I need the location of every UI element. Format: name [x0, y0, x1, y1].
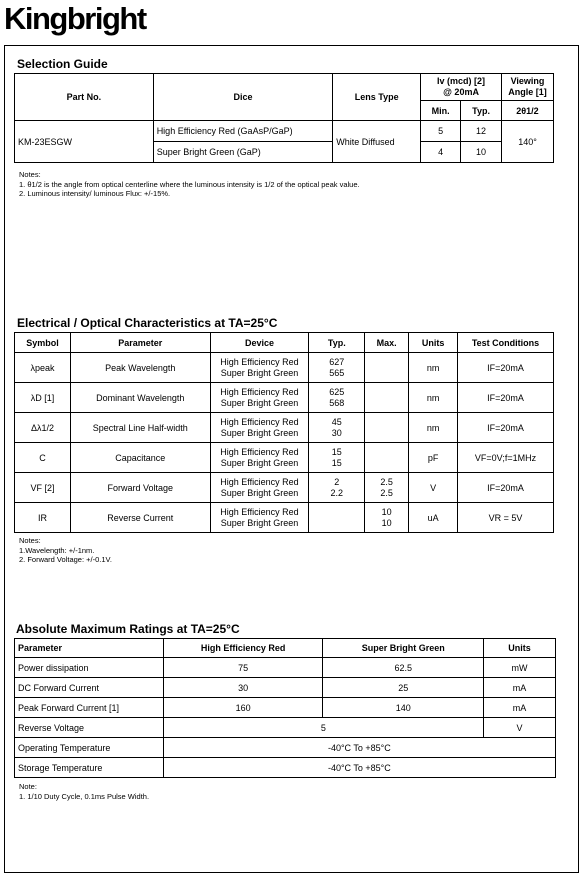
parameter: Storage Temperature: [15, 758, 164, 778]
typ-value: 15 15: [309, 443, 365, 473]
header-high-efficiency-red: High Efficiency Red: [163, 639, 323, 658]
device: High Efficiency Red Super Bright Green: [210, 413, 309, 443]
header-units: Units: [409, 333, 458, 353]
header-angle-symbol: 2θ1/2: [502, 101, 554, 121]
header-lens-type: Lens Type: [333, 74, 421, 121]
header-max: Max.: [365, 333, 409, 353]
parameter: Peak Wavelength: [70, 353, 210, 383]
parameter: Spectral Line Half-width: [70, 413, 210, 443]
test-condition: VR = 5V: [458, 503, 554, 533]
units: uA: [409, 503, 458, 533]
device: High Efficiency Red Super Bright Green: [210, 383, 309, 413]
table-row: [15, 443, 554, 473]
table-row: [15, 658, 556, 678]
selection-notes: Notes: 1. θ1/2 is the angle from optical centerline where the luminous intensity is 1/2 of the optical peak value. 2. Luminous intensity/ luminous Flux: +/-15%.: [19, 170, 360, 198]
header-iv: Iv (mcd) [2] @ 20mA: [421, 74, 502, 101]
max-value: 10 10: [365, 503, 409, 533]
table-row: [15, 353, 554, 383]
typ-value: 627 565: [309, 353, 365, 383]
absolute-ratings-table: [14, 638, 556, 778]
parameter: DC Forward Current: [15, 678, 164, 698]
parameter: Reverse Voltage: [15, 718, 164, 738]
test-condition: IF=20mA: [458, 353, 554, 383]
viewing-angle: 140°: [502, 121, 554, 163]
reverse-voltage-value: 5: [163, 718, 483, 738]
test-condition: VF=0V;f=1MHz: [458, 443, 554, 473]
brand-logo: Kingbright: [4, 1, 146, 36]
symbol: VF [2]: [15, 473, 71, 503]
header-device: Device: [210, 333, 309, 353]
table-row: [15, 383, 554, 413]
storage-temperature-value: -40°C To +85°C: [163, 758, 555, 778]
max-value: [365, 443, 409, 473]
parameter: Capacitance: [70, 443, 210, 473]
header-test-conditions: Test Conditions: [458, 333, 554, 353]
operating-temperature-value: -40°C To +85°C: [163, 738, 555, 758]
typ-value: 2 2.2: [309, 473, 365, 503]
table-row: [15, 473, 554, 503]
header-viewing-angle: Viewing Angle [1]: [502, 74, 554, 101]
part-number: KM-23ESGW: [15, 121, 154, 163]
units: nm: [409, 413, 458, 443]
symbol: IR: [15, 503, 71, 533]
absolute-notes: Note: 1. 1/10 Duty Cycle, 0.1ms Pulse Width.: [19, 782, 150, 801]
max-value: 2.5 2.5: [365, 473, 409, 503]
green-value: 62.5: [323, 658, 484, 678]
units: mW: [484, 658, 556, 678]
units: V: [484, 718, 556, 738]
green-value: 140: [323, 698, 484, 718]
device: High Efficiency Red Super Bright Green: [210, 353, 309, 383]
test-condition: IF=20mA: [458, 383, 554, 413]
parameter: Power dissipation: [15, 658, 164, 678]
device: High Efficiency Red Super Bright Green: [210, 503, 309, 533]
table-row: [15, 698, 556, 718]
units: mA: [484, 698, 556, 718]
header-units: Units: [484, 639, 556, 658]
max-value: [365, 383, 409, 413]
header-typ: Typ.: [309, 333, 365, 353]
max-value: [365, 353, 409, 383]
lens-type: White Diffused: [333, 121, 421, 163]
electrical-notes: Notes: 1.Wavelength: +/-1nm. 2. Forward Voltage: +/-0.1V.: [19, 536, 112, 564]
iv-typ-green: 10: [461, 142, 502, 163]
table-row: [15, 738, 556, 758]
selection-guide-title: Selection Guide: [17, 57, 108, 71]
header-part-no: Part No.: [15, 74, 154, 121]
header-dice: Dice: [153, 74, 333, 121]
electrical-table: [14, 332, 554, 533]
max-value: [365, 413, 409, 443]
test-condition: IF=20mA: [458, 473, 554, 503]
electrical-title: Electrical / Optical Characteristics at TA=25°C: [17, 316, 278, 330]
header-parameter: Parameter: [70, 333, 210, 353]
parameter: Reverse Current: [70, 503, 210, 533]
iv-min-red: 5: [421, 121, 461, 142]
header-symbol: Symbol: [15, 333, 71, 353]
table-row: [15, 758, 556, 778]
dice-green: Super Bright Green (GaP): [153, 142, 333, 163]
units: mA: [484, 678, 556, 698]
symbol: λpeak: [15, 353, 71, 383]
typ-value: 45 30: [309, 413, 365, 443]
header-min: Min.: [421, 101, 461, 121]
parameter: Forward Voltage: [70, 473, 210, 503]
header-parameter: Parameter: [15, 639, 164, 658]
units: nm: [409, 383, 458, 413]
symbol: λD [1]: [15, 383, 71, 413]
typ-value: 625 568: [309, 383, 365, 413]
red-value: 30: [163, 678, 323, 698]
symbol: Δλ1/2: [15, 413, 71, 443]
table-row: [15, 718, 556, 738]
table-row: [15, 503, 554, 533]
units: V: [409, 473, 458, 503]
table-row: [15, 678, 556, 698]
selection-guide-table: [14, 73, 554, 163]
header-super-bright-green: Super Bright Green: [323, 639, 484, 658]
typ-value: [309, 503, 365, 533]
header-typ: Typ.: [461, 101, 502, 121]
units: pF: [409, 443, 458, 473]
test-condition: IF=20mA: [458, 413, 554, 443]
parameter: Peak Forward Current [1]: [15, 698, 164, 718]
parameter: Operating Temperature: [15, 738, 164, 758]
absolute-ratings-title: Absolute Maximum Ratings at TA=25°C: [16, 622, 240, 636]
device: High Efficiency Red Super Bright Green: [210, 473, 309, 503]
red-value: 160: [163, 698, 323, 718]
device: High Efficiency Red Super Bright Green: [210, 443, 309, 473]
iv-min-green: 4: [421, 142, 461, 163]
green-value: 25: [323, 678, 484, 698]
units: nm: [409, 353, 458, 383]
parameter: Dominant Wavelength: [70, 383, 210, 413]
dice-red: High Efficiency Red (GaAsP/GaP): [153, 121, 333, 142]
iv-typ-red: 12: [461, 121, 502, 142]
table-row: [15, 413, 554, 443]
red-value: 75: [163, 658, 323, 678]
symbol: C: [15, 443, 71, 473]
